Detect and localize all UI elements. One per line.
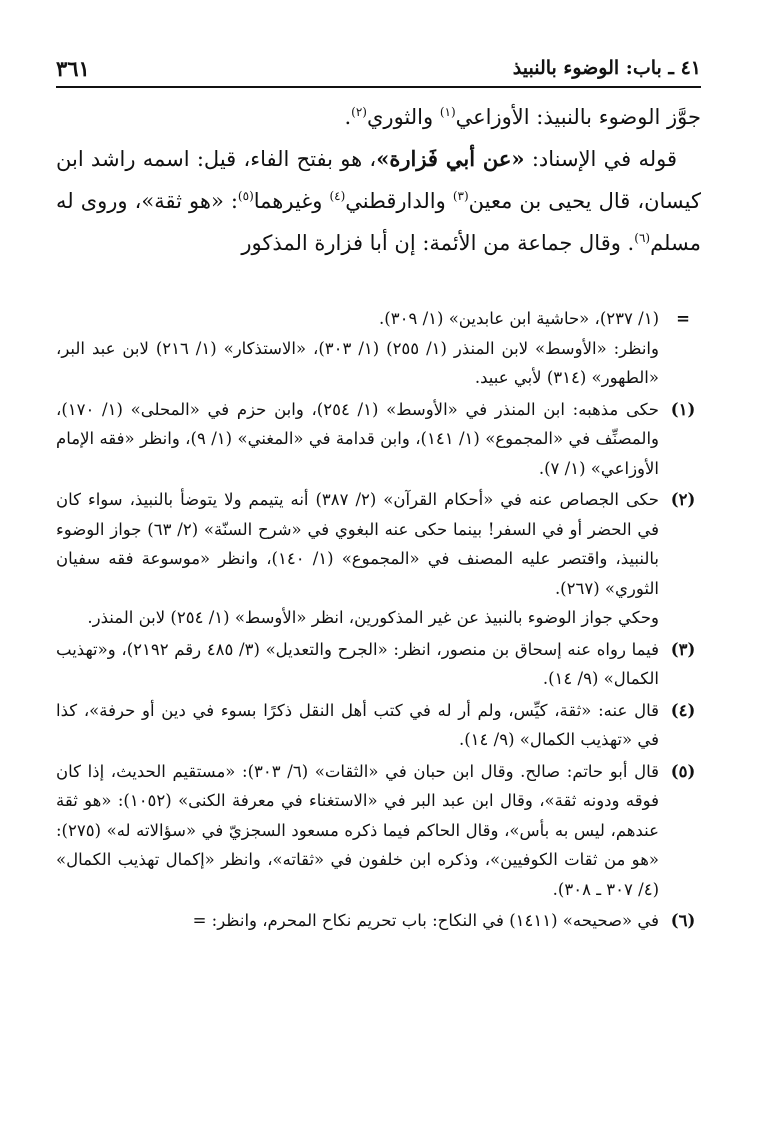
footnote-text: في «صحيحه» (١٤١١) في النكاح: باب تحريم نكاح المحرم، وانظر: = [192, 911, 659, 930]
footnote-mark: = [676, 309, 690, 328]
footnote-mark: (٢) [670, 490, 696, 509]
footnote-mark: (٦) [670, 911, 696, 930]
footnote [56, 696, 701, 755]
footnote-text: (١/ ٢٣٧)، «حاشية ابن عابدين» (١/ ٣٠٩). [379, 309, 659, 328]
footnote-mark: (١) [670, 399, 696, 419]
footnote-ref: (٥) [237, 189, 254, 203]
footnote-ref: (٤) [329, 189, 346, 203]
paragraph [56, 138, 701, 264]
paragraph [56, 96, 701, 138]
chapter-title: ٤١ ـ باب: الوضوء بالنبيذ [512, 57, 701, 79]
footnote-text: حكى مذهبه: ابن المنذر في «الأوسط» (١/ ٢٥٤)، وابن حزم في «المحلى» (١/ ١٧٠)، والمصنِّف في «المجموع» (١/ ١٤١)، وابن قدامة في «المغني» (١/ ٩)، وانظر «فقه الإمام الأوزاعي» (١/ ٧). [56, 399, 660, 478]
footnote-text: قال أبو حاتم: صالح. وقال ابن حبان في «الثقات» (٦/ ٣٠٣): «مستقيم الحديث، إذا كان فوقه ودونه ثقة»، وقال ابن عبد البر في «الاستغناء في معرفة الكنى» (١٠٥٢): «هو ثقة عندهم، ليس به بأس»، وقال الحاكم فيما ذكره مسعود السجزيّ في «سؤالاته له» (٢٧٥): «هو من ثقات الكوفيين»، وذكره ابن خلفون في «ثقاته»، وانظر «إكمال تهذيب الكمال» (٤/ ٣٠٧ ـ ٣٠٨). [56, 761, 660, 899]
text-run: والدارقطني [345, 189, 453, 213]
footnote [56, 485, 701, 633]
footnote [56, 635, 701, 694]
footnote-ref: (٣) [452, 189, 469, 203]
bold-quote: «عن أبي فَزارة» [376, 146, 525, 171]
text-run: قوله في الإسناد: [524, 147, 677, 171]
footnotes [56, 304, 701, 938]
text-run: جوَّز الوضوء بالنبيذ: الأوزاعي [455, 105, 701, 129]
page-number: ٣٦١ [56, 55, 90, 81]
text-run: ، هو بفتح الفاء، قيل: اسمه راشد ابن كيسان، قال يحيى بن معين [56, 147, 701, 213]
footnote-ref: (٦) [634, 231, 651, 245]
text-run: وغيرهما [253, 189, 330, 213]
footnote-ref: (٢) [351, 105, 367, 119]
footnote-text: وانظر: «الأوسط» لابن المنذر (١/ ٢٥٥) (١/ ٣٠٣)، «الاستذكار» (١/ ٢١٦) لابن عبد البر، «الطهور» (٣١٤) لأبي عبيد. [56, 338, 659, 387]
main-text [56, 96, 701, 264]
footnote [56, 757, 701, 905]
footnote [56, 906, 701, 936]
text-run: . [344, 105, 352, 129]
text-run: : «هو ثقة»، وروى له مسلم [56, 189, 701, 255]
footnote-text: قال عنه: «ثقة، كيِّس، ولم أر له في كتب أهل النقل ذكرًا بسوء في دين أو حرفة»، كذا في «تهذيب الكمال» (٩/ ١٤). [56, 700, 659, 749]
footnote [56, 304, 701, 393]
footnote-mark: (٣) [670, 639, 696, 659]
text-run: والثوري [366, 105, 440, 129]
text-run: . وقال جماعة من الأئمة: إن أبا فزارة المذكور [241, 231, 635, 255]
footnote [56, 395, 701, 484]
footnote-mark: (٥) [670, 761, 696, 781]
page-header [56, 50, 701, 88]
footnote-text: وحكي جواز الوضوء بالنبيذ عن غير المذكورين، انظر «الأوسط» (١/ ٢٥٤) لابن المنذر. [87, 608, 659, 627]
footnote-text: فيما رواه عنه إسحاق بن منصور، انظر: «الجرح والتعديل» (٣/ ٤٨٥ رقم ٢١٩٢)، و«تهذيب الكمال» (٩/ ١٤). [56, 639, 660, 688]
footnote-text: حكى الجصاص عنه في «أحكام القرآن» (٢/ ٣٨٧) أنه يتيمم ولا يتوضأ بالنبيذ، سواء كان في الحضر أو في السفر! بينما حكى عنه البغوي في «شرح السنّة» (٢/ ٦٣) جواز الوضوء بالنبيذ، واقتصر عليه المصنف في «المجموع» (١/ ١٤٠)، وانظر «موسوعة فقه سفيان الثوري» (٢٦٧). [56, 490, 659, 598]
footnote-mark: (٤) [670, 700, 696, 720]
footnote-ref: (١) [439, 105, 456, 119]
